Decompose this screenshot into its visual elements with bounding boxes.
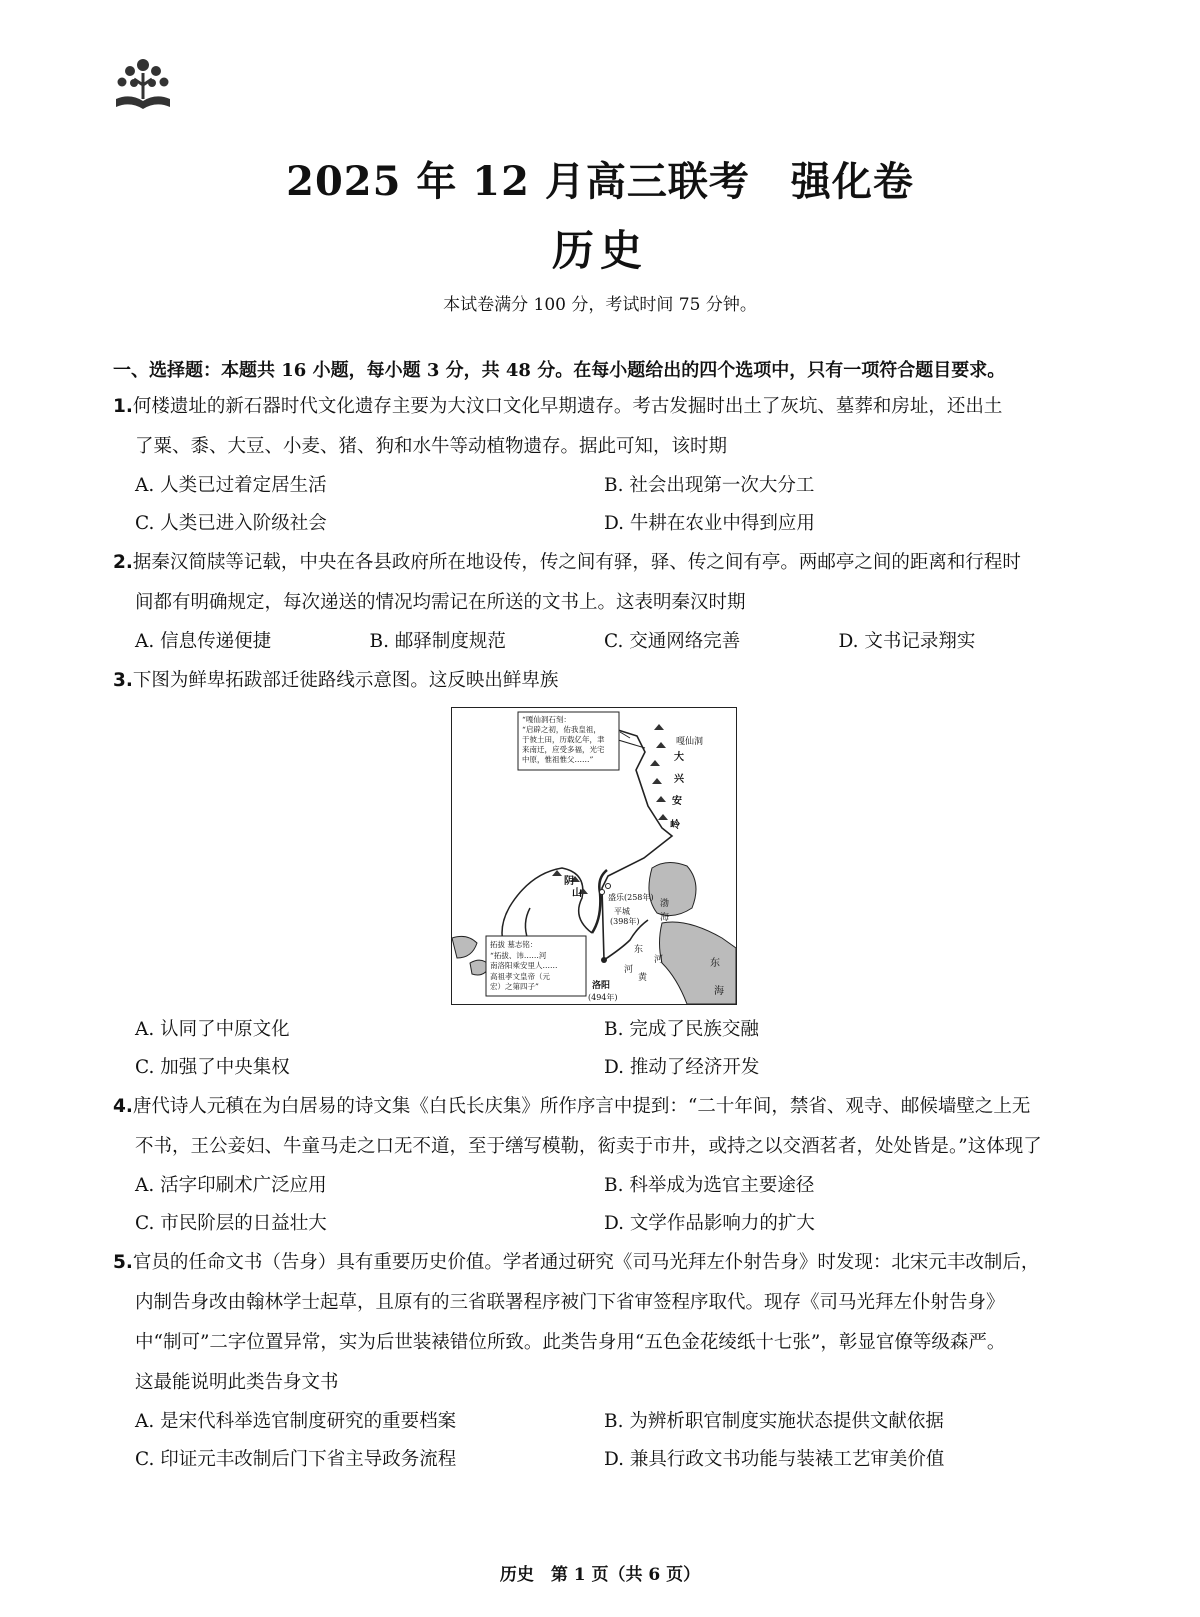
question-text-line: 内制告身改由翰林学士起草，且原有的三省联署程序被门下省审签程序取代。现存《司马光拜左仆射告身》 bbox=[135, 1292, 1005, 1313]
question-number: 4. bbox=[113, 1096, 133, 1117]
question-4 bbox=[113, 1087, 1073, 1243]
options bbox=[113, 1403, 1073, 1479]
option-b[interactable]: B. 邮驿制度规范 bbox=[369, 631, 506, 652]
option-d[interactable]: D. 兼具行政文书功能与装裱工艺审美价值 bbox=[604, 1449, 945, 1470]
options bbox=[113, 623, 1073, 661]
exam-content bbox=[113, 355, 1073, 1479]
map-label-luoyang-year: (494年) bbox=[588, 993, 618, 1002]
school-logo-icon bbox=[110, 55, 176, 113]
question-2 bbox=[113, 543, 1073, 661]
map-label-hai: 海 bbox=[660, 913, 670, 923]
map-label-luoyang: 洛阳 bbox=[592, 981, 611, 991]
question-text-line: 这最能说明此类告身文书 bbox=[135, 1372, 339, 1393]
question-text-line: 下图为鲜卑拓跋部迁徙路线示意图。这反映出鲜卑族 bbox=[132, 670, 559, 691]
migration-map bbox=[451, 707, 737, 1005]
map-label-pingcheng: 平城 bbox=[614, 907, 630, 916]
option-b[interactable]: B. 科举成为选官主要途径 bbox=[604, 1175, 815, 1196]
map-label-dong: 东 bbox=[710, 958, 720, 969]
question-text-line: 何楼遗址的新石器时代文化遗存主要为大汶口文化早期遗存。考古发掘时出土了灰坑、墓葬和房址，还出土 bbox=[132, 396, 1003, 417]
exam-title: 2025 年 12 月高三联考 强化卷 bbox=[286, 158, 914, 205]
inscription-callout: “嘎仙洞石刻： “启辟之初，佑我皇祖， 于彼土田，历载亿年，聿 来南迁，应受多福，光宅 中原，惟祖惟父……” bbox=[522, 715, 605, 764]
map-label-yin: 阴 bbox=[564, 876, 574, 887]
question-stem bbox=[113, 1243, 1073, 1283]
option-b[interactable]: B. 为辨析职官制度实施状态提供文献依据 bbox=[604, 1411, 944, 1432]
map-label-daxing: 大 bbox=[674, 752, 684, 763]
question-number: 5. bbox=[113, 1252, 133, 1273]
option-c[interactable]: C. 加强了中央集权 bbox=[135, 1057, 290, 1078]
question-1 bbox=[113, 387, 1073, 543]
option-a[interactable]: A. 活字印刷术广泛应用 bbox=[135, 1175, 327, 1196]
option-c[interactable]: C. 交通网络完善 bbox=[604, 631, 741, 652]
map-label-pingcheng-year: (398年) bbox=[610, 917, 640, 926]
map-label-he: 河 bbox=[624, 965, 634, 975]
section-heading: 一、选择题：本题共 16 小题，每小题 3 分，共 48 分。在每小题给出的四个选项中，只有一项符合题目要求。 bbox=[113, 360, 1006, 381]
option-b[interactable]: B. 完成了民族交融 bbox=[604, 1019, 759, 1040]
option-c[interactable]: C. 市民阶层的日益壮大 bbox=[135, 1213, 327, 1234]
option-d[interactable]: D. 文学作品影响力的扩大 bbox=[604, 1213, 815, 1234]
question-number: 1. bbox=[113, 396, 133, 417]
exam-note: 本试卷满分 100 分，考试时间 75 分钟。 bbox=[443, 295, 757, 315]
question-text-line: 唐代诗人元稹在为白居易的诗文集《白氏长庆集》所作序言中提到：“二十年间，禁省、观寺、邮候墙壁之上无 bbox=[132, 1096, 1031, 1117]
map-label-shan: 山 bbox=[572, 888, 582, 899]
option-b[interactable]: B. 社会出现第一次大分工 bbox=[604, 475, 815, 496]
map-label-an: 安 bbox=[672, 796, 682, 807]
question-text-line: 据秦汉简牍等记载，中央在各县政府所在地设传，传之间有驿，驿、传之间有亭。两邮亭之间的距离和行程时 bbox=[132, 552, 1021, 573]
question-number: 2. bbox=[113, 552, 133, 573]
question-text-line: 了粟、黍、大豆、小麦、猪、狗和水牛等动植物遗存。据此可知，该时期 bbox=[135, 436, 728, 457]
option-c[interactable]: C. 印证元丰改制后门下省主导政务流程 bbox=[135, 1449, 457, 1470]
epitaph-callout: 拓拔 墓志铭： “拓拔、讳……河 南洛阳乘安里人…… 高祖孝文皇帝（元 宏）之第四子” bbox=[490, 940, 558, 991]
question-stem bbox=[113, 387, 1073, 427]
option-d[interactable]: D. 文书记录翔实 bbox=[838, 631, 976, 652]
map-label-donghai: 海 bbox=[714, 986, 724, 997]
option-d[interactable]: D. 牛耕在农业中得到应用 bbox=[604, 513, 815, 534]
question-5 bbox=[113, 1243, 1073, 1479]
map-label-shengle: 盛乐(258年) bbox=[608, 893, 654, 902]
option-a[interactable]: A. 认同了中原文化 bbox=[135, 1019, 290, 1040]
map-label-bo: 渤 bbox=[660, 899, 670, 909]
options bbox=[113, 1167, 1073, 1243]
subject-title: 历史 bbox=[551, 226, 648, 275]
map-label-huang: 黄 bbox=[638, 973, 648, 983]
option-a[interactable]: A. 信息传递便捷 bbox=[135, 631, 272, 652]
map-label-river-mid: 河 bbox=[654, 955, 664, 965]
question-stem bbox=[113, 543, 1073, 583]
question-text-line: 不书，王公妾妇、牛童马走之口无不道，至于缮写模勒，衒卖于市井，或持之以交酒茗者，处处皆是。”这体现了 bbox=[135, 1136, 1042, 1157]
question-stem bbox=[113, 1087, 1073, 1127]
options bbox=[113, 1011, 1073, 1087]
page-footer: 历史 第 1 页（共 6 页） bbox=[499, 1565, 701, 1585]
question-stem bbox=[113, 661, 1073, 701]
map-label-ling: 岭 bbox=[670, 820, 680, 831]
option-d[interactable]: D. 推动了经济开发 bbox=[604, 1057, 760, 1078]
map-label-gaxian: 嘎仙洞 bbox=[676, 737, 704, 747]
question-3 bbox=[113, 661, 1073, 1087]
question-text-line: 中“制可”二字位置异常，实为后世装裱错位所致。此类告身用“五色金花绫纸十七张”，彰显官僚等级森严。 bbox=[135, 1332, 1006, 1353]
option-c[interactable]: C. 人类已进入阶级社会 bbox=[135, 513, 327, 534]
question-number: 3. bbox=[113, 670, 133, 691]
option-a[interactable]: A. 是宋代科举选官制度研究的重要档案 bbox=[135, 1411, 457, 1432]
options bbox=[113, 467, 1073, 543]
map-label-river-top: 东 bbox=[634, 945, 644, 955]
option-a[interactable]: A. 人类已过着定居生活 bbox=[135, 475, 327, 496]
question-text-line: 间都有明确规定，每次递送的情况均需记在所送的文书上。这表明秦汉时期 bbox=[135, 592, 746, 613]
map-label-xing: 兴 bbox=[674, 774, 684, 785]
question-text-line: 官员的任命文书（告身）具有重要历史价值。学者通过研究《司马光拜左仆射告身》时发现：北宋元丰改制后， bbox=[132, 1252, 1040, 1273]
